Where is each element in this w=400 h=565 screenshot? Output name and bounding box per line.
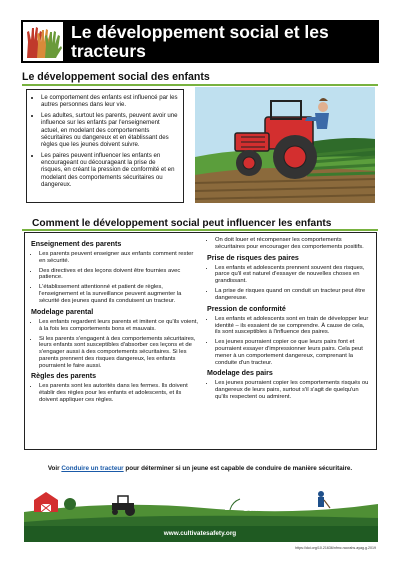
parent-teaching-list [31,251,201,305]
title-banner [21,20,379,63]
subheading-peer-pressure: Pression de conformité [207,304,286,313]
parental-modeling-list [31,319,201,369]
subheading-parental-modeling: Modelage parental [31,307,94,316]
drive-tractor-link[interactable]: Conduire un tracteur [61,465,124,472]
cultivate-safety-logo [222,490,312,514]
link-suffix: pour déterminer si un jeune est capable de conduire de manière sécuritaire. [125,465,353,472]
peer-pressure-list [207,316,371,366]
footer-website: www.cultivatesafety.org [163,530,237,537]
resource-link-line [22,465,378,472]
list-item: • La prise de risques quand on conduit un tracteur peut être dangereuse. [215,288,371,302]
list-item: • Des directives et des leçons doivent être fournies avec patience. [39,268,201,282]
list-item: • Les paires peuvent influencer les enfants en encourageant ou décourageant la prise de risques, en créant la pression de conformité et en modelant des comportements sécuritaires ou dangereux. [41,152,178,188]
link-prefix: Voir [47,465,60,472]
tractor-illustration [195,87,375,203]
logo-text-safety: SAFETY [242,502,286,514]
list-item: • On doit louer et récompenser les comportements sécuritaires pour encourager des comportements positifs. [215,237,371,251]
section-divider [22,229,378,231]
list-item: • Les enfants et adolescents sont en train de développer leur identité – ils essaient de se comprendre. À cause de cela, ils sont susceptibles à l'influence des paires. [215,316,371,336]
peer-modeling-list [207,380,371,400]
hands-logo-icon [23,22,63,61]
list-item: • Le comportement des enfants est influencé par les autres personnes dans leur vie. [41,94,178,109]
list-item: • Les jeunes pourraient copier les comportements risqués ou dangereux de leurs pairs, surtout s'il s'agit de quelqu'un qu'ils respectent ou admirent. [215,380,371,400]
parent-rules-list [31,383,201,403]
subheading-parent-teaching: Enseignement des parents [31,240,122,248]
peer-risk-list [207,265,371,302]
influence-left-column [31,237,201,407]
page-title: Le développement social et les tracteurs [71,22,329,61]
list-item: • Les enfants regardent leurs parents et imitent ce qu'ils voient, à la fois les comportements bons et mauvais. [39,319,201,333]
section-divider [22,84,378,86]
influence-box [24,232,377,450]
section-heading-social-development: Le développement social des enfants [22,71,210,83]
list-item: • Les adultes, surtout les parents, peuvent avoir une influence sur les enfants par l'enseignement actuel, en modelant des comportements sécuritaires ou dangereux et en établissant des règles que les jeunes doivent suivre. [41,112,178,148]
influence-right-column [207,237,371,404]
praise-list [207,237,371,251]
social-development-list [32,94,178,188]
social-development-box [26,89,184,203]
subheading-parent-rules: Règles des parents [31,372,97,381]
list-item: • Les jeunes pourraient copier ce que leurs pairs font et pourraient essayer d'impressionner leurs pairs. Cela peut mener à un comportement dangereux, comprenant la conduite d'un tracteur. [215,339,371,366]
subheading-peer-risk-taking: Prise de risques des paires [207,253,299,262]
section-heading-influence: Comment le développement social peut influencer les enfants [32,218,332,229]
subheading-peer-modeling: Modelage des pairs [207,369,273,378]
list-item: • L'établissement attentionné et patient de règles, l'enseignement et la surveillance peuvent augmenter la sécurité des jeunes quand ils conduisent un tracteur. [39,284,201,304]
list-item: • Les parents sont les autorités dans les fermes. Ils doivent établir des règles pour les enfants et adolescents, et ils doivent appliquer ces règles. [39,383,201,403]
logo-text-cultivate: cultivate [242,492,279,502]
list-item: • Les enfants et adolescents prennent souvent des risques, parce qu'il est naturel d'essayer de nouvelles choses en grandissant. [215,265,371,285]
list-item: • Les parents peuvent enseigner aux enfants comment rester en sécurité. [39,251,201,265]
list-item: • Si les parents s'engagent à des comportements sécuritaires, leurs enfants sont susceptibles d'absorber ces leçons et de s'engager aussi à des comportements sécuritaires. Si les parents prennent des risques dangereux, les enfants pourraient le faire aussi. [39,336,201,370]
doi-reference: https://doi.org/10.21636/nfmc.nccrahs.ayag.g.2019 [295,546,376,550]
